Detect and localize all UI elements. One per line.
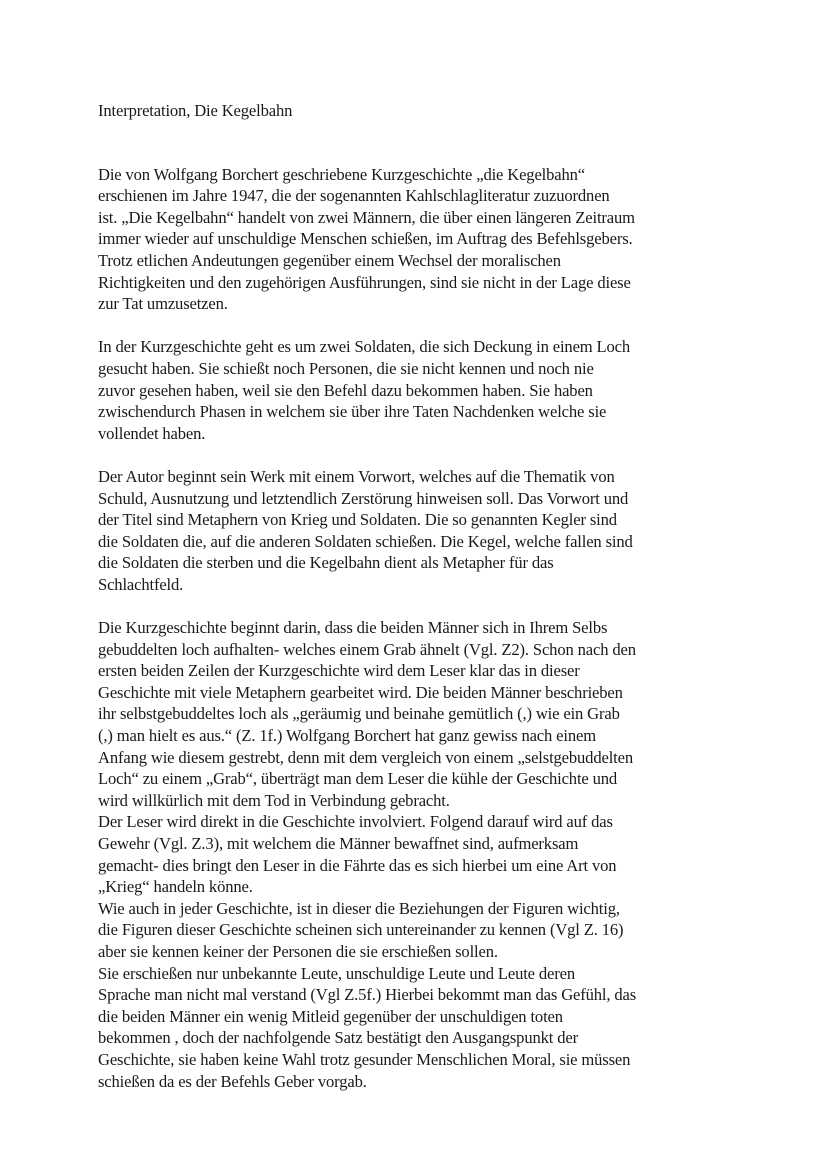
paragraph-spacer <box>98 444 758 466</box>
text-line: bekommen , doch der nachfolgende Satz bestätigt den Ausgangspunkt der <box>98 1028 578 1048</box>
text-line: wird willkürlich mit dem Tod in Verbindung gebracht. <box>98 790 450 810</box>
text-line: aber sie kennen keiner der Personen die sie erschießen sollen. <box>98 941 498 961</box>
text-line: Sprache man nicht mal verstand (Vgl Z.5f.) Hierbei bekommt man das Gefühl, das <box>98 985 637 1005</box>
paragraph-analysis <box>98 617 758 1092</box>
text-line: Sie erschießen nur unbekannte Leute, unschuldige Leute und Leute deren <box>98 963 575 983</box>
text-line: erschienen im Jahre 1947, die der sogenannten Kahlschlagliteratur zuzuordnen <box>98 186 610 206</box>
text-line: ist. „Die Kegelbahn“ handelt von zwei Männern, die über einen längeren Zeitraum <box>98 207 635 227</box>
title-spacer <box>98 122 758 164</box>
text-line: der Titel sind Metaphern von Krieg und Soldaten. Die so genannten Kegler sind <box>98 510 617 530</box>
text-line: Der Autor beginnt sein Werk mit einem Vorwort, welches auf die Thematik von <box>98 466 615 486</box>
text-line: gemacht- dies bringt den Leser in die Fährte das es sich hierbei um eine Art von <box>98 855 617 875</box>
text-line: ihr selbstgebuddeltes loch als „geräumig und beinahe gemütlich (,) wie ein Grab <box>98 704 620 724</box>
text-line: ersten beiden Zeilen der Kurzgeschichte wird dem Leser klar das in dieser <box>98 661 580 681</box>
document-title: Interpretation, Die Kegelbahn <box>98 101 293 120</box>
text-line: „Krieg“ handeln könne. <box>98 877 253 897</box>
text-line: Wie auch in jeder Geschichte, ist in dieser die Beziehungen der Figuren wichtig, <box>98 898 620 918</box>
text-line: Die von Wolfgang Borchert geschriebene Kurzgeschichte „die Kegelbahn“ <box>98 164 586 184</box>
text-line: Gewehr (Vgl. Z.3), mit welchem die Männer bewaffnet sind, aufmerksam <box>98 834 579 853</box>
paragraph-metaphors <box>98 466 758 596</box>
text-line: die Soldaten die sterben und die Kegelbahn dient als Metapher für das <box>98 553 554 573</box>
text-line: (,) man hielt es aus.“ (Z. 1f.) Wolfgang Borchert hat ganz gewiss nach einem <box>98 726 596 746</box>
text-line: zur Tat umzusetzen. <box>98 294 228 314</box>
text-line: Trotz etlichen Andeutungen gegenüber einem Wechsel der moralischen <box>98 250 561 270</box>
text-line: Anfang wie diesem gestrebt, denn mit dem vergleich von einem „selstgebuddelten <box>98 747 633 767</box>
text-line: immer wieder auf unschuldige Menschen schießen, im Auftrag des Befehlsgebers. <box>98 229 633 249</box>
text-line: schießen da es der Befehls Geber vorgab. <box>98 1071 367 1091</box>
document-body <box>98 100 758 1092</box>
text-line: Der Leser wird direkt in die Geschichte involviert. Folgend darauf wird auf das <box>98 812 613 832</box>
text-line: vollendet haben. <box>98 423 206 443</box>
text-line: die Figuren dieser Geschichte scheinen sich untereinander zu kennen (Vgl Z. 16) <box>98 920 624 940</box>
paragraph-spacer <box>98 315 758 337</box>
text-line: Schlachtfeld. <box>98 574 184 594</box>
paragraph-intro <box>98 164 758 315</box>
text-line: Geschichte mit viele Metaphern gearbeitet wird. Die beiden Männer beschrieben <box>98 682 623 702</box>
text-line: zuvor gesehen haben, weil sie den Befehl dazu bekommen haben. Sie haben <box>98 380 593 400</box>
text-line: Die Kurzgeschichte beginnt darin, dass die beiden Männer sich in Ihrem Selbs <box>98 618 608 638</box>
text-line: zwischendurch Phasen in welchem sie über ihre Taten Nachdenken welche sie <box>98 402 607 422</box>
text-line: Geschichte, sie haben keine Wahl trotz gesunder Menschlichen Moral, sie müssen <box>98 1049 631 1069</box>
paragraph-spacer <box>98 595 758 617</box>
text-line: die Soldaten die, auf die anderen Soldaten schießen. Die Kegel, welche fallen sind <box>98 531 633 551</box>
text-line: In der Kurzgeschichte geht es um zwei Soldaten, die sich Deckung in einem Loch <box>98 337 631 357</box>
paragraph-summary <box>98 336 758 444</box>
text-line: Richtigkeiten und den zugehörigen Ausführungen, sind sie nicht in der Lage diese <box>98 272 631 292</box>
text-line: gebuddelten loch aufhalten- welches einem Grab ähnelt (Vgl. Z2). Schon nach den <box>98 639 636 659</box>
text-line: Loch“ zu einem „Grab“, überträgt man dem Leser die kühle der Geschichte und <box>98 769 618 789</box>
text-line: Schuld, Ausnutzung und letztendlich Zerstörung hinweisen soll. Das Vorwort und <box>98 488 629 508</box>
text-line: gesucht haben. Sie schießt noch Personen, die sie nicht kennen und noch nie <box>98 358 594 378</box>
text-line: die beiden Männer ein wenig Mitleid gegenüber der unschuldigen toten <box>98 1006 563 1026</box>
